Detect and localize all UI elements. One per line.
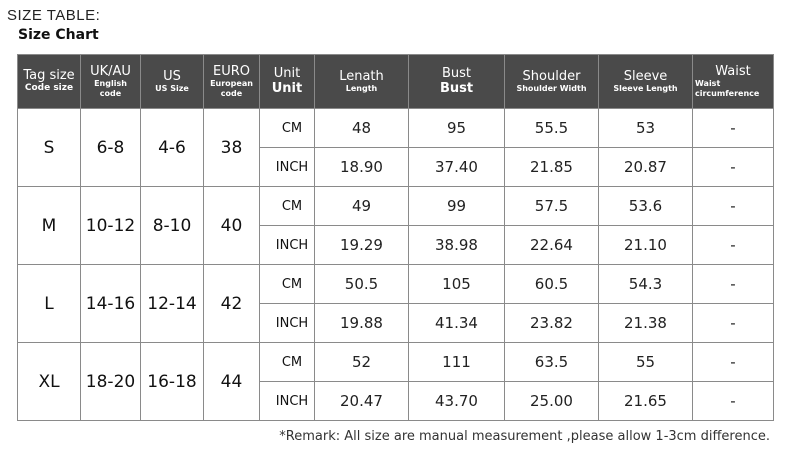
sleeve-cell: 53 bbox=[599, 109, 693, 148]
header-main: Sleeve bbox=[623, 68, 668, 84]
unit-cell: CM bbox=[260, 109, 315, 148]
unit-cell: INCH bbox=[260, 382, 315, 421]
unit-cell: CM bbox=[260, 343, 315, 382]
unit-cell: CM bbox=[260, 265, 315, 304]
header-main: US bbox=[163, 68, 181, 84]
unit-cell: INCH bbox=[260, 148, 315, 187]
waist-cell: - bbox=[693, 187, 774, 226]
shoulder-cell: 22.64 bbox=[505, 226, 599, 265]
waist-cell: - bbox=[693, 148, 774, 187]
header-main: Waist bbox=[715, 64, 751, 80]
header-main: EURO bbox=[213, 64, 250, 80]
size-chart-table bbox=[17, 54, 774, 421]
table-row bbox=[18, 109, 774, 148]
shoulder-cell: 60.5 bbox=[505, 265, 599, 304]
tag-size-cell: XL bbox=[18, 343, 81, 421]
sleeve-cell: 21.38 bbox=[599, 304, 693, 343]
header-sub: European code bbox=[210, 79, 253, 98]
euro-cell: 38 bbox=[204, 109, 260, 187]
header-sub: Bust bbox=[439, 80, 474, 96]
page-title: SIZE TABLE: bbox=[7, 7, 101, 24]
header-euro bbox=[204, 55, 260, 109]
table-row bbox=[18, 343, 774, 382]
header-uk-au bbox=[81, 55, 141, 109]
us-cell: 16-18 bbox=[141, 343, 204, 421]
bust-cell: 105 bbox=[409, 265, 505, 304]
header-us bbox=[141, 55, 204, 109]
length-cell: 49 bbox=[315, 187, 409, 226]
table-row bbox=[18, 187, 774, 226]
waist-cell: - bbox=[693, 304, 774, 343]
shoulder-cell: 57.5 bbox=[505, 187, 599, 226]
waist-cell: - bbox=[693, 382, 774, 421]
euro-cell: 44 bbox=[204, 343, 260, 421]
bust-cell: 99 bbox=[409, 187, 505, 226]
sleeve-cell: 54.3 bbox=[599, 265, 693, 304]
header-main: UK/AU bbox=[90, 64, 131, 80]
sleeve-cell: 53.6 bbox=[599, 187, 693, 226]
remark-note: *Remark: All size are manual measurement ,please allow 1-3cm difference. bbox=[279, 429, 770, 444]
header-main: Lenath bbox=[339, 68, 384, 84]
waist-cell: - bbox=[693, 226, 774, 265]
tag-size-cell: M bbox=[18, 187, 81, 265]
unit-cell: INCH bbox=[260, 304, 315, 343]
length-cell: 52 bbox=[315, 343, 409, 382]
length-cell: 48 bbox=[315, 109, 409, 148]
sleeve-cell: 20.87 bbox=[599, 148, 693, 187]
tag-size-cell: S bbox=[18, 109, 81, 187]
waist-cell: - bbox=[693, 265, 774, 304]
header-sub: Code size bbox=[24, 83, 74, 94]
us-cell: 4-6 bbox=[141, 109, 204, 187]
euro-cell: 40 bbox=[204, 187, 260, 265]
uk-au-cell: 6-8 bbox=[81, 109, 141, 187]
waist-cell: - bbox=[693, 109, 774, 148]
uk-au-cell: 18-20 bbox=[81, 343, 141, 421]
euro-cell: 42 bbox=[204, 265, 260, 343]
bust-cell: 95 bbox=[409, 109, 505, 148]
sleeve-cell: 21.65 bbox=[599, 382, 693, 421]
header-sub: Length bbox=[345, 84, 378, 94]
bust-cell: 37.40 bbox=[409, 148, 505, 187]
header-sub: Waist circumference bbox=[695, 79, 760, 98]
length-cell: 18.90 bbox=[315, 148, 409, 187]
shoulder-cell: 25.00 bbox=[505, 382, 599, 421]
table-header-row bbox=[18, 55, 774, 109]
header-main: Shoulder bbox=[522, 68, 581, 84]
shoulder-cell: 23.82 bbox=[505, 304, 599, 343]
bust-cell: 111 bbox=[409, 343, 505, 382]
header-length bbox=[315, 55, 409, 109]
header-unit bbox=[260, 55, 315, 109]
header-main: Unit bbox=[273, 66, 301, 82]
header-sub: Sleeve Length bbox=[613, 84, 678, 94]
header-sub: US Size bbox=[155, 84, 189, 94]
shoulder-cell: 21.85 bbox=[505, 148, 599, 187]
shoulder-cell: 55.5 bbox=[505, 109, 599, 148]
header-sub: English code bbox=[94, 79, 127, 98]
length-cell: 19.29 bbox=[315, 226, 409, 265]
length-cell: 19.88 bbox=[315, 304, 409, 343]
header-sub: Shoulder Width bbox=[516, 84, 587, 94]
unit-cell: INCH bbox=[260, 226, 315, 265]
shoulder-cell: 63.5 bbox=[505, 343, 599, 382]
uk-au-cell: 10-12 bbox=[81, 187, 141, 265]
tag-size-cell: L bbox=[18, 265, 81, 343]
bust-cell: 43.70 bbox=[409, 382, 505, 421]
table-row bbox=[18, 265, 774, 304]
bust-cell: 41.34 bbox=[409, 304, 505, 343]
us-cell: 8-10 bbox=[141, 187, 204, 265]
header-main: Tag size bbox=[23, 68, 75, 84]
waist-cell: - bbox=[693, 343, 774, 382]
us-cell: 12-14 bbox=[141, 265, 204, 343]
page-subtitle: Size Chart bbox=[18, 27, 99, 43]
unit-cell: CM bbox=[260, 187, 315, 226]
bust-cell: 38.98 bbox=[409, 226, 505, 265]
length-cell: 50.5 bbox=[315, 265, 409, 304]
header-waist bbox=[693, 55, 774, 109]
sleeve-cell: 21.10 bbox=[599, 226, 693, 265]
header-shoulder bbox=[505, 55, 599, 109]
sleeve-cell: 55 bbox=[599, 343, 693, 382]
length-cell: 20.47 bbox=[315, 382, 409, 421]
uk-au-cell: 14-16 bbox=[81, 265, 141, 343]
header-sleeve bbox=[599, 55, 693, 109]
header-tag-size bbox=[18, 55, 81, 109]
header-main: Bust bbox=[441, 66, 472, 82]
header-bust bbox=[409, 55, 505, 109]
header-sub: Unit bbox=[271, 80, 303, 96]
